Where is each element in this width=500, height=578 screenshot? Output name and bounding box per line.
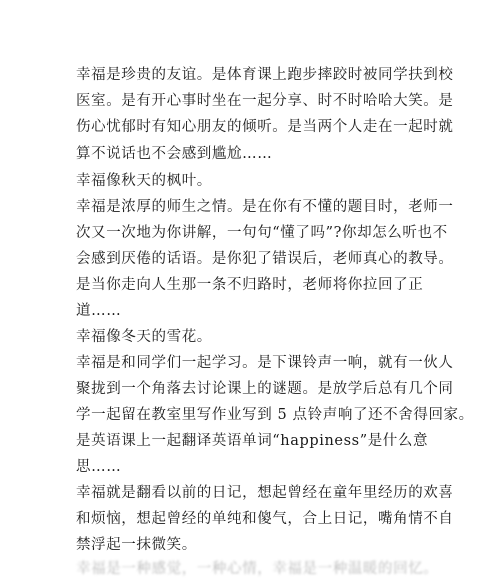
text-line-13: 聚拢到一个角落去讨论课上的谜题。是放学后总有几个同 bbox=[76, 381, 454, 397]
text-line-11: 幸福像冬天的雪花。 bbox=[76, 329, 212, 345]
text-line-4: 算不说话也不会感到尴尬…… bbox=[76, 146, 273, 162]
text-line-14: 学一起留在教室里写作业写到 5 点铃声响了还不舍得回家。 bbox=[76, 407, 474, 423]
text-line-17: 幸福就是翻看以前的日记，想起曾经在童年里经历的欢喜 bbox=[76, 485, 454, 501]
text-line-3: 伤心忧郁时有知心朋友的倾听。是当两个人走在一起时就 bbox=[76, 119, 454, 135]
text-line-5: 幸福像秋天的枫叶。 bbox=[76, 173, 212, 189]
text-line-7: 次又一次地为你讲解，一句句“懂了吗”?你却怎么听也不 bbox=[76, 225, 448, 241]
text-line-16: 思…… bbox=[76, 459, 122, 475]
text-line-15: 是英语课上一起翻译英语单词“happiness”是什么意 bbox=[76, 433, 429, 449]
text-line-8: 会感到厌倦的话语。是你犯了错误后，老师真心的教导。 bbox=[76, 251, 454, 267]
text-line-1: 幸福是珍贵的友谊。是体育课上跑步摔跤时被同学扶到校 bbox=[76, 67, 454, 83]
faded-text-line: 幸福是一种感觉，一种心情，幸福是一种温暖的回忆。 bbox=[76, 561, 439, 577]
text-line-10: 道…… bbox=[76, 303, 122, 319]
text-line-12: 幸福是和同学们一起学习。是下课铃声一响，就有一伙人 bbox=[76, 355, 454, 371]
text-line-19: 禁浮起一抹微笑。 bbox=[76, 537, 197, 553]
text-line-6: 幸福是浓厚的师生之情。是在你有不懂的题目时，老师一 bbox=[76, 199, 454, 215]
text-line-18: 和烦恼，想起曾经的单纯和傻气，合上日记，嘴角情不自 bbox=[76, 511, 454, 527]
text-line-9: 是当你走向人生那一条不归路时，老师将你拉回了正 bbox=[76, 277, 424, 293]
text-line-2: 医室。是有开心事时坐在一起分享、时不时哈哈大笑。是 bbox=[76, 93, 454, 109]
